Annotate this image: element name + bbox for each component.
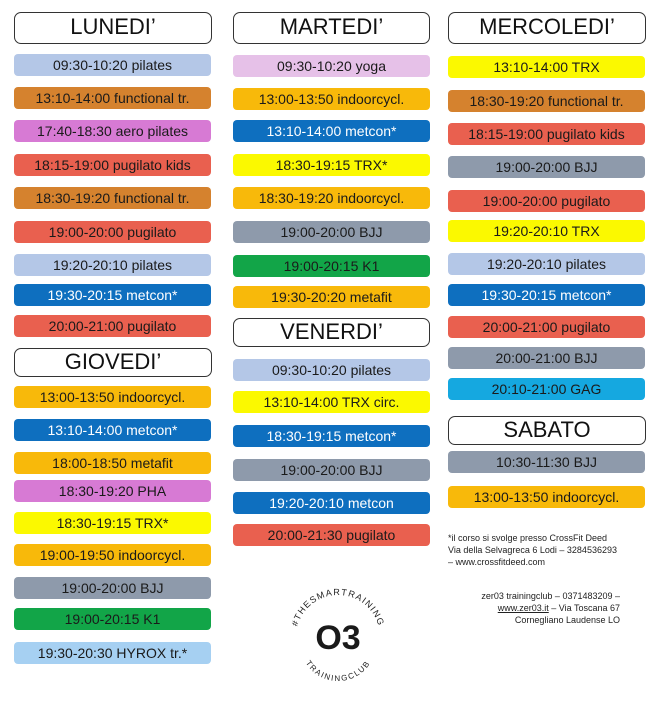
- class-slot[interactable]: 18:30-19:20 functional tr.: [448, 90, 645, 112]
- class-slot[interactable]: 18:30-19:15 metcon*: [233, 425, 430, 447]
- club-line: Cornegliano Laudense LO: [514, 615, 620, 625]
- class-slot[interactable]: 13:10-14:00 TRX circ.: [233, 391, 430, 413]
- logo-bottom-text: TRAININGCLUB: [303, 658, 373, 684]
- class-slot[interactable]: 20:00-21:00 BJJ: [448, 347, 645, 369]
- class-slot[interactable]: 19:00-20:00 pugilato: [14, 221, 211, 243]
- class-slot[interactable]: 13:10-14:00 functional tr.: [14, 87, 211, 109]
- class-slot[interactable]: 19:00-20:15 K1: [14, 608, 211, 630]
- class-slot[interactable]: 18:30-19:20 PHA: [14, 480, 211, 502]
- class-slot[interactable]: 20:00-21:30 pugilato: [233, 524, 430, 546]
- class-slot[interactable]: 20:10-21:00 GAG: [448, 378, 645, 400]
- class-slot[interactable]: 09:30-10:20 pilates: [233, 359, 430, 381]
- class-slot[interactable]: 19:30-20:15 metcon*: [14, 284, 211, 306]
- class-slot[interactable]: 20:00-21:00 pugilato: [14, 315, 211, 337]
- class-slot[interactable]: 13:10-14:00 TRX: [448, 56, 645, 78]
- class-slot[interactable]: 19:30-20:15 metcon*: [448, 284, 645, 306]
- day-header-giovedi: GIOVEDI’: [14, 348, 212, 377]
- club-line: [448, 602, 620, 614]
- class-slot[interactable]: 18:30-19:15 TRX*: [14, 512, 211, 534]
- class-slot[interactable]: 13:10-14:00 metcon*: [233, 120, 430, 142]
- club-line: zer03 trainingclub – 0371483209 –: [481, 591, 620, 601]
- note-line: – www.crossfitdeed.com: [448, 557, 546, 567]
- logo-mark: O3: [315, 619, 361, 657]
- class-slot[interactable]: 18:30-19:20 indoorcycl.: [233, 187, 430, 209]
- class-slot[interactable]: 09:30-10:20 pilates: [14, 54, 211, 76]
- class-slot[interactable]: 19:30-20:30 HYROX tr.*: [14, 642, 211, 664]
- class-slot[interactable]: 19:20-20:10 metcon: [233, 492, 430, 514]
- class-slot[interactable]: 19:00-20:00 BJJ: [14, 577, 211, 599]
- day-header-martedi: MARTEDI’: [233, 12, 430, 44]
- day-header-lunedi: LUNEDI’: [14, 12, 212, 44]
- class-slot[interactable]: 09:30-10:20 yoga: [233, 55, 430, 77]
- class-slot[interactable]: 18:30-19:20 functional tr.: [14, 187, 211, 209]
- zer03-logo: [278, 585, 398, 685]
- class-slot[interactable]: 18:30-19:15 TRX*: [233, 154, 430, 176]
- class-slot[interactable]: 19:00-20:00 BJJ: [448, 156, 645, 178]
- class-slot[interactable]: 19:20-20:10 TRX: [448, 220, 645, 242]
- note-line: *il corso si svolge presso CrossFit Deed: [448, 533, 608, 543]
- class-slot[interactable]: 13:10-14:00 metcon*: [14, 419, 211, 441]
- class-slot[interactable]: 19:00-20:00 BJJ: [233, 221, 430, 243]
- class-slot[interactable]: 10:30-11:30 BJJ: [448, 451, 645, 473]
- class-slot[interactable]: 19:30-20:20 metafit: [233, 286, 430, 308]
- club-address: – Via Toscana 67: [548, 603, 620, 613]
- class-slot[interactable]: 13:00-13:50 indoorcycl.: [233, 88, 430, 110]
- day-header-venerdi: VENERDI’: [233, 318, 430, 347]
- class-slot[interactable]: 20:00-21:00 pugilato: [448, 316, 645, 338]
- class-slot[interactable]: 13:00-13:50 indoorcycl.: [14, 386, 211, 408]
- logo-top-text: #THESMARTRAINING: [289, 586, 387, 628]
- club-website-link[interactable]: www.zer03.it: [497, 603, 549, 613]
- class-slot[interactable]: 18:15-19:00 pugilato kids: [448, 123, 645, 145]
- class-slot[interactable]: 19:00-20:00 pugilato: [448, 190, 645, 212]
- class-slot[interactable]: 17:40-18:30 aero pilates: [14, 120, 211, 142]
- class-slot[interactable]: 18:15-19:00 pugilato kids: [14, 154, 211, 176]
- class-slot[interactable]: 19:00-20:00 BJJ: [233, 459, 430, 481]
- class-slot[interactable]: 19:00-19:50 indoorcycl.: [14, 544, 211, 566]
- class-slot[interactable]: 19:00-20:15 K1: [233, 255, 430, 277]
- class-slot[interactable]: 13:00-13:50 indoorcycl.: [448, 486, 645, 508]
- club-contact: [448, 590, 620, 626]
- crossfit-note: [448, 532, 658, 568]
- class-slot[interactable]: 18:00-18:50 metafit: [14, 452, 211, 474]
- class-slot[interactable]: 19:20-20:10 pilates: [448, 253, 645, 275]
- day-header-mercoledi: MERCOLEDI’: [448, 12, 646, 44]
- class-slot[interactable]: 19:20-20:10 pilates: [14, 254, 211, 276]
- note-line: Via della Selvagreca 6 Lodi – 3284536293: [448, 545, 617, 555]
- day-header-sabato: SABATO: [448, 416, 646, 445]
